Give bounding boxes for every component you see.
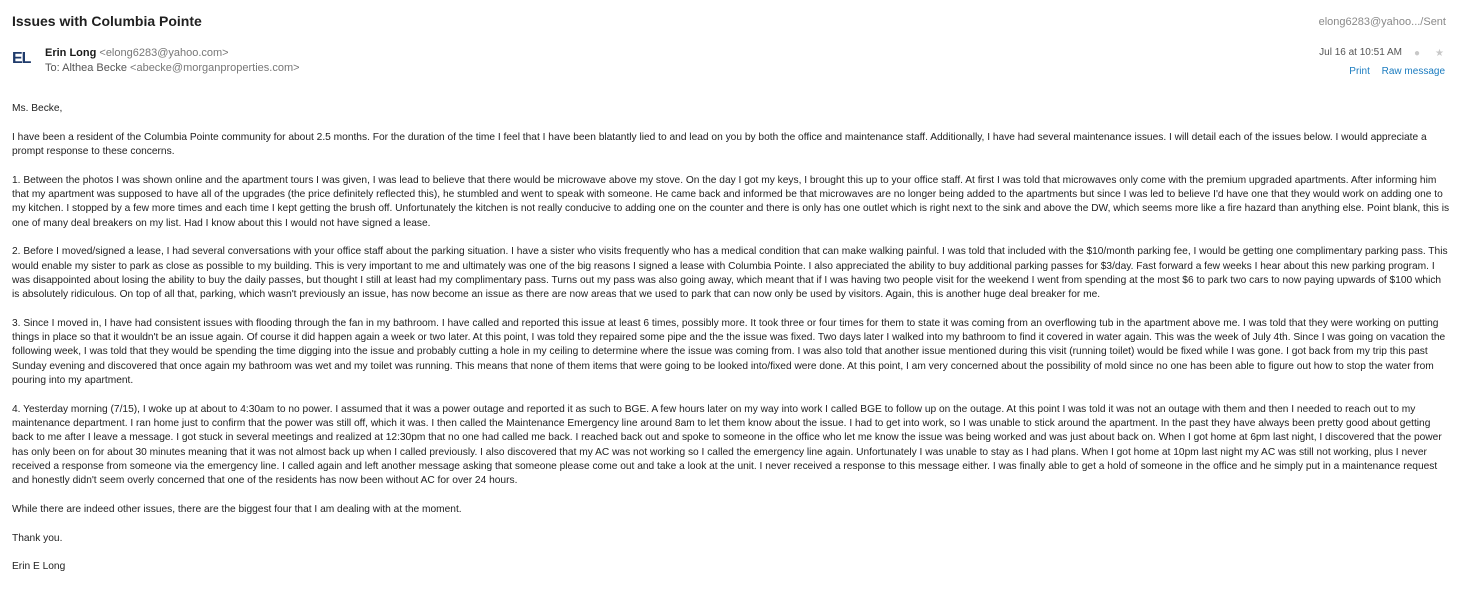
message-actions [1340, 66, 1445, 77]
greeting: Ms. Becke, [12, 103, 63, 114]
sender-email: <elong6283@yahoo.com> [99, 47, 229, 59]
body-paragraph-intro: I have been a resident of the Columbia Pointe community for about 2.5 months. For the duration of the time I feel that I have been blatantly lied to and lead on you by both the office and maintenance staff. Additionally, I have had several maintenance issues. I will detail each of the issues below. I would appreciate a prompt response to these concerns. [12, 131, 1427, 157]
closing: Thank you. [12, 532, 63, 544]
sender-line [45, 46, 229, 60]
circle-icon[interactable]: ● [1413, 48, 1420, 59]
body-paragraph-microwave: 1. Between the photos I was shown online and the apartment tours I was given, I was lead to believe that there would be microwave above my stove. On the day I got my keys, I brought this up to your office staff. At first I was told that microwaves only come with the premium upgraded apartments. After informing him that my apartment was supposed to have all of the upgrades (the price definitely reflected this), he stumbled and went to speak with someone. He came back and informed be that microwaves are no longer being added to the apartments but since I was led to believe I'd have one that they would work on adding one to my kitchen. I stopped by a few more times and each time I kept getting the brush off. Unfortunately the kitchen is not really conducive to adding one on the counter and there is only has one outlet which is right next to the sink and above the DW, which seems more like a fire hazard than anything else. Point blank, this is one of many deal breakers on my list. Had I know about this I would not have signed a lease. [12, 174, 1450, 229]
body-paragraph-flooding: 3. Since I moved in, I have had consistent issues with flooding through the fan in my bathroom. I have called and reported this issue at least 6 times, possibly more. It took three or four times for them to state it was coming from an overflowing tub in the apartment above me. I was told that they were working on putting things in place so that it wouldn't be an issue again. Of course it did happen again a week or two later. At this point, I was told they repaired some pipe and the the issue was fixed. Two days later I walked into my bathroom to find it covered in water again. This was the week of July 4th. Since I was going on vacation the following week, I was told that they would be spending the time digging into the issue and probably cutting a hole in my ceiling to determine where the issue was coming from. I was also told that another issue mentioned during this visit (running toilet) would be fixed while I was gone. I got back from my trip this past Sunday evening and discovered that once again my bathroom was wet and my toilet was running. This means that none of them items that were going to be looked into/fixed were done. At this point, I am very concerned about the possibility of mold since no one has been able to figure out how to stop the water from pouring into my apartment. [12, 317, 1446, 387]
recipient-line [45, 62, 300, 74]
sender-name[interactable]: Erin Long [45, 47, 97, 59]
recipient-name[interactable]: Althea Becke [62, 62, 127, 74]
email-date: Jul 16 at 10:51 AM [1319, 47, 1402, 58]
signature: Erin E Long [12, 561, 66, 573]
print-button[interactable]: Print [1349, 66, 1370, 77]
body-paragraph-power: 4. Yesterday morning (7/15), I woke up at about to 4:30am to no power. I assumed that it was a power outage and reported it as such to BGE. A few hours later on my way into work I called BGE to follow up on the outage. At this point I was told it was not an outage with them and then I needed to reach out to my maintenance department. I ran home just to confirm that the power was still off, which it was. I then called the Maintenance Emergency line around 8am to let them know about the issue. I had to get into work, so I was unable to stick around the apartment. In the past they have always been pretty good about getting back to me after I leave a message. I got stuck in several meetings and realized at 12:30pm that no one had called me back. I reached back out and spoke to someone in the office who let me know the issue was being worked and was just about back on. When I got home at 6pm last night, I discovered that the power has only been on for about 30 minutes meaning that it was not almost back up when I called previously. I also discovered that my AC was not working so I called the emergency line again. Unfortunately I was unable to stay as I had plans. When I got home at 10pm last night my AC was still not working, plus I never received a response from someone via the emergency line. I called again and left another message asking that someone please come out and take a look at the unit. I never received a response to this message either. I was finally able to get a hold of someone in the office and he simply put in a maintenance request and honestly didn't seem overly concerned that one of the residents has now been without AC for over 24 hours. [12, 403, 1442, 487]
email-subject: Issues with Columbia Pointe [12, 13, 202, 29]
star-icon[interactable]: ★ [1435, 48, 1444, 59]
raw-message-button[interactable]: Raw message [1381, 66, 1445, 77]
body-paragraph-summary: While there are indeed other issues, there are the biggest four that I am dealing with at the moment. [12, 503, 462, 515]
recipient-email: <abecke@morganproperties.com> [130, 62, 300, 74]
avatar: EL [12, 50, 31, 67]
body-paragraph-parking: 2. Before I moved/signed a lease, I had several conversations with your office staff about the parking situation. I have a sister who visits frequently who has a medical condition that can make walking painful. I was told that included with the $10/month parking fee, I would be getting one complimentary parking pass. This would enable my sister to park as close as possible to my building. This is very important to me and ultimately was one of the big reasons I signed a lease with Columbia Pointe. I also appreciated the ability to buy additional parking passes for $3/day. Fast forward a few weeks I hear about this new parking program. I was disappointed about losing the ability to buy the daily passes, but thought I still at least had my complimentary pass. Turns out my pass was also going away, which meant that if I was having two people visit for the weekend I went from spending at the most $6 to park two cars to now paying upwards of $100 which is absolutely ridiculous. On top of all that, parking, which wasn't previously an issue, has now become an issue as there are now areas that we used to park that can now only be used by visitors. Again, this is another huge deal breaker for me. [12, 246, 1448, 301]
folder-label: elong6283@yahoo.../Sent [1318, 16, 1446, 28]
email-body [12, 102, 1450, 589]
to-prefix: To: [45, 62, 60, 74]
